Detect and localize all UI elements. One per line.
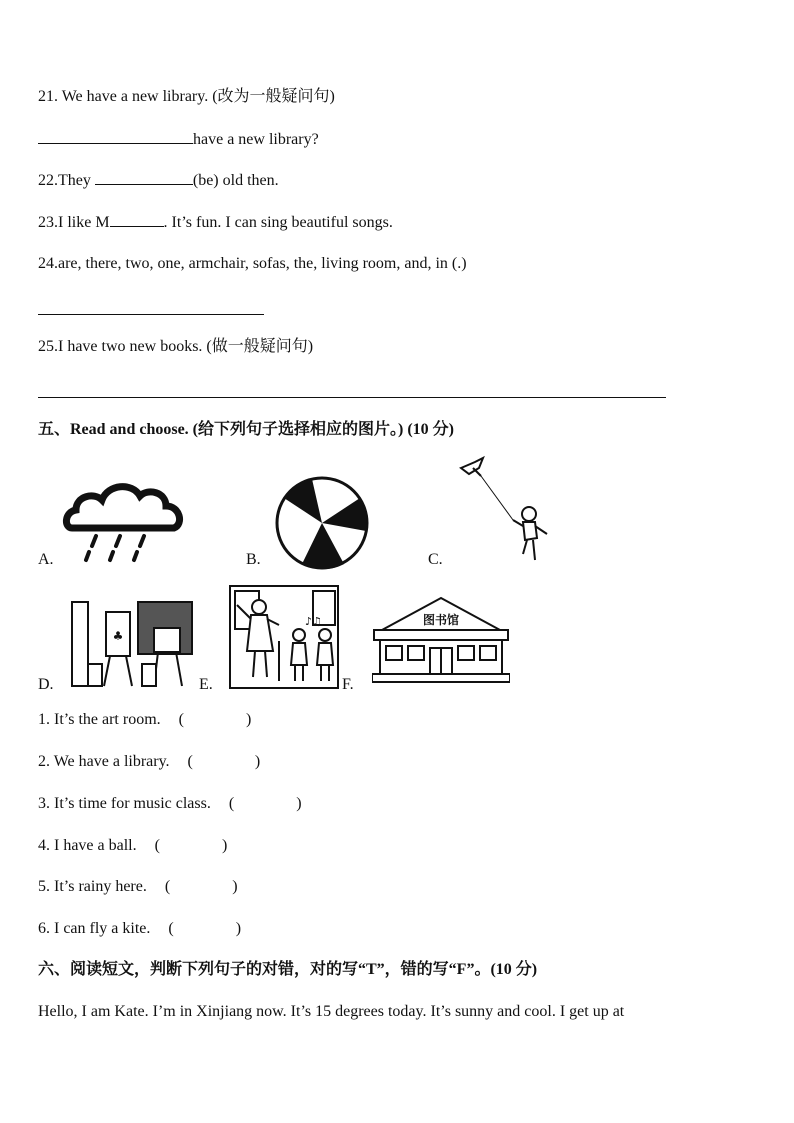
answer-paren-open: ( [168,920,174,937]
answer-paren-close: ) [221,837,228,854]
question-22-prefix: 22.They [38,172,95,189]
choose-item [38,794,302,814]
answer-paren-open: ( [228,795,235,812]
answer-blank[interactable] [95,170,193,185]
choose-item-text: 6. I can fly a kite. [38,920,151,937]
section-5-heading: 五、Read and choose. (给下列句子选择相应的图片。) (10 分) [38,421,454,438]
section-6-heading: 六、阅读短文，判断下列句子的对错，对的写“T”，错的写“F”。(10 分) [38,961,538,978]
svg-text:♪♫: ♪♫ [305,615,322,628]
question-23-prefix: 23.I like M [38,214,110,231]
option-b-label: B. [246,551,261,568]
choose-item [38,752,260,772]
answer-paren-open: ( [154,837,160,854]
library-sign: 图书馆 [422,613,459,627]
choose-item [38,710,251,730]
option-a-label: A. [38,551,54,568]
choose-item [38,836,227,856]
question-22 [38,170,279,191]
answer-paren-close: ) [232,878,238,895]
question-23-suffix: . It’s fun. I can sing beautiful songs. [163,214,393,231]
option-e-label: E. [199,676,213,693]
question-21-answer-suffix: have a new library? [193,131,319,148]
answer-paren-open: ( [164,878,171,895]
svg-text:♣: ♣ [112,629,124,643]
rain-cloud-icon [62,478,186,570]
answer-paren-close: ) [296,795,302,812]
library-icon [372,594,510,684]
choose-item-text: 5. It’s rainy here. [38,878,147,895]
choose-item [38,919,241,939]
ball-icon [272,476,372,570]
choose-item-text: 3. It’s time for music class. [38,795,211,812]
passage-line: Hello, I am Kate. I’m in Xinjiang now. It’s 15 degrees today. It’s sunny and cool. I get up at [38,1003,625,1020]
question-24: 24.are, there, two, one, armchair, sofas, the, living room, and, in (.) [38,255,467,272]
choose-item-text: 4. I have a ball. [38,837,137,854]
answer-blank[interactable] [38,129,193,144]
choose-item-text: 1. It’s the art room. [38,711,161,728]
option-c-label: C. [428,551,443,568]
question-21: 21. We have a new library. (改为一般疑问句) [38,88,335,105]
question-21-answer-line [38,129,319,150]
answer-paren-close: ) [254,753,261,770]
choose-item-text: 2. We have a library. [38,753,170,770]
answer-paren-open: ( [187,753,193,770]
kite-flying-boy-icon [455,454,551,568]
option-f-label: F. [342,676,354,693]
library-building-icon [372,594,510,684]
answer-paren-close: ) [245,711,252,728]
answer-paren-close: ) [235,920,242,937]
answer-rule-24[interactable] [38,314,264,315]
answer-blank[interactable] [110,212,164,227]
answer-paren-open: ( [178,711,184,728]
question-23 [38,212,393,233]
answer-rule-25[interactable] [38,397,666,398]
art-room-icon [70,598,196,690]
music-class-icon [229,585,339,689]
option-d-label: D. [38,676,54,693]
question-22-suffix: (be) old then. [192,172,279,189]
choose-item [38,877,238,897]
question-25: 25.I have two new books. (做一般疑问句) [38,338,314,355]
